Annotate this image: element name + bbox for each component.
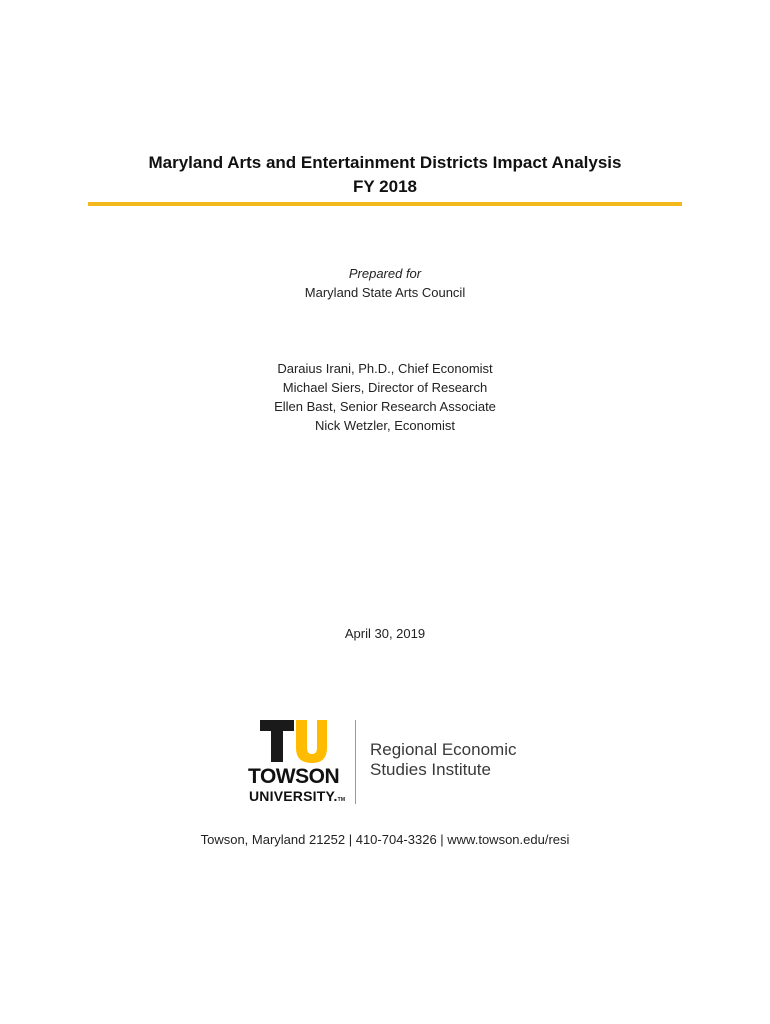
report-date: April 30, 2019	[344, 626, 426, 641]
report-title: Maryland Arts and Entertainment Districts Impact Analysis	[148, 153, 622, 172]
author-line: Daraius Irani, Ph.D., Chief Economist	[277, 361, 493, 376]
title-block	[88, 151, 682, 199]
institute-name-line2: Studies Institute	[370, 760, 491, 779]
institute-name-line1: Regional Economic	[370, 740, 517, 759]
contact-footer: Towson, Maryland 21252 | 410-704-3326 | www.towson.edu/resi	[200, 832, 570, 847]
prepared-for-label: Prepared for	[348, 266, 422, 281]
author-line: Michael Siers, Director of Research	[282, 380, 488, 395]
client-name: Maryland State Arts Council	[304, 285, 466, 300]
author-line: Nick Wetzler, Economist	[315, 418, 455, 433]
title-underline-rule	[88, 202, 682, 206]
logo-university-word: UNIVERSITY.	[249, 788, 338, 804]
report-fiscal-year: FY 2018	[353, 177, 417, 196]
logo-university-text	[249, 788, 345, 808]
logo-towson-text: TOWSON	[248, 765, 340, 788]
institute-name	[370, 740, 516, 780]
towson-tu-logo-icon	[258, 718, 328, 764]
logo-divider	[355, 720, 356, 804]
author-line: Ellen Bast, Senior Research Associate	[274, 399, 496, 414]
author-list	[0, 359, 770, 435]
logo-trademark: TM	[337, 797, 346, 803]
